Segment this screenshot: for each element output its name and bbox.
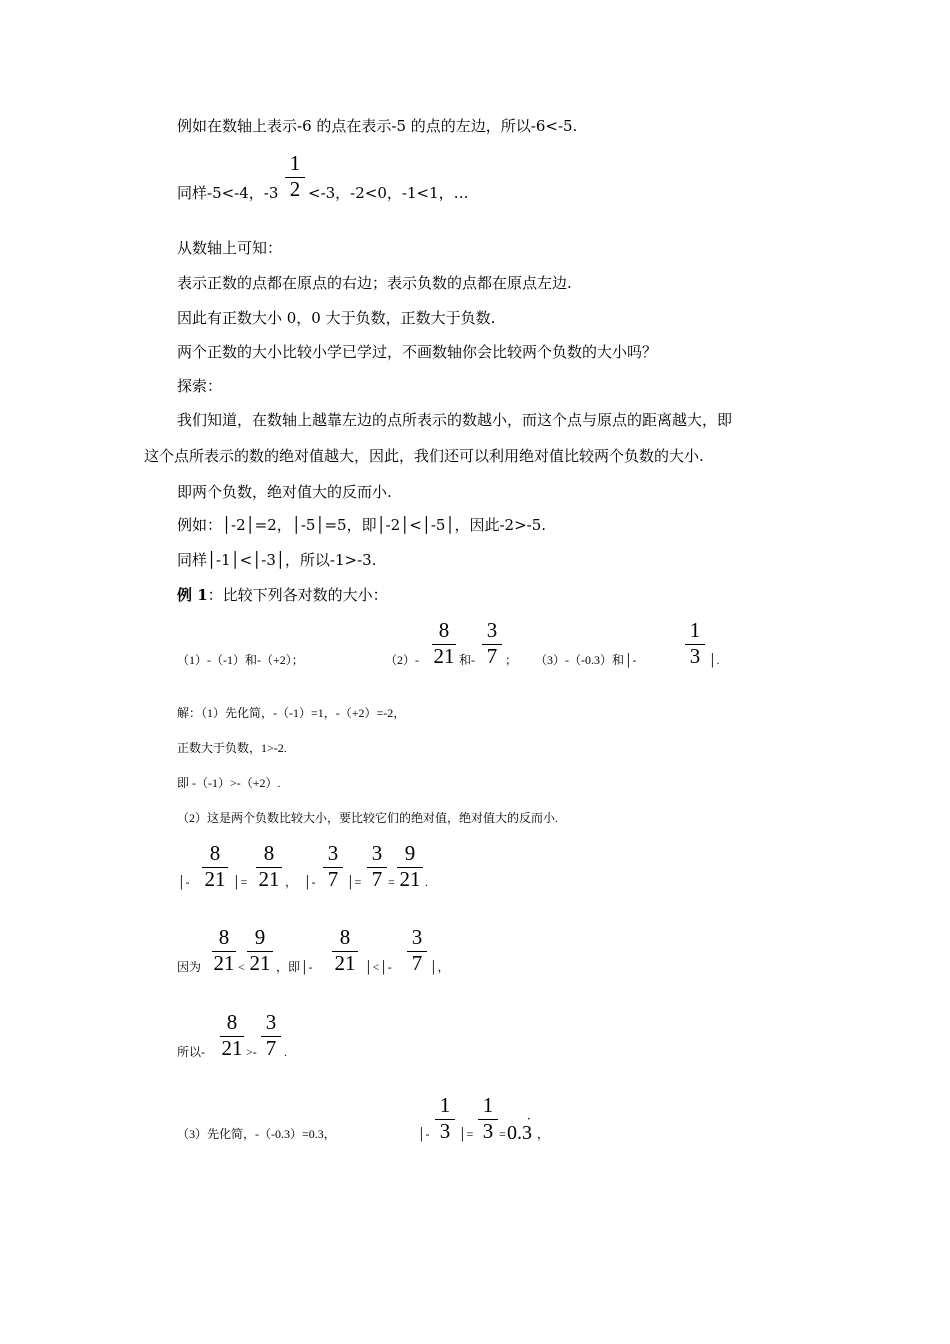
solution-line-3: 即 -（-1）>-（+2）. <box>177 776 281 790</box>
fraction-one-half: 1 2 <box>283 153 307 201</box>
fraction-3-7-namely: 3 7 <box>405 927 429 975</box>
paragraph-2-start: 同样-5<-4，-3 <box>177 184 279 202</box>
repeating-decimal: 0.3 <box>507 1122 532 1144</box>
part3-equals: = <box>499 1127 506 1141</box>
paragraph-3: 从数轴上可知： <box>177 239 283 257</box>
fraction-3-7-value: 3 7 <box>365 843 389 891</box>
part3-abs-close: │= <box>458 1127 474 1141</box>
equals-1: = <box>388 875 395 889</box>
fraction-8-21-namely: 8 21 <box>330 927 360 975</box>
example-1-q1: （1）-（-1）和-（+2）； <box>177 653 304 667</box>
abs-close-1: │= <box>232 875 248 889</box>
paragraph-7: 探索： <box>177 377 223 395</box>
example-1-q3-prefix: （3）-（-0.3）和│- <box>535 653 637 667</box>
solution-line-4: （2）这是两个负数比较大小，要比较它们的绝对值，绝对值大的反而小. <box>177 811 559 825</box>
abs-open-1: │- <box>177 875 190 889</box>
period-2: . <box>284 1045 287 1059</box>
namely-end: │， <box>429 960 450 974</box>
fraction-9-21-value: 9 21 <box>395 843 425 891</box>
paragraph-10: 例如：│-2│=2，│-5│=5，即│-2│<│-5│，因此-2>-5. <box>177 516 547 534</box>
part3-abs-open: │- <box>417 1127 430 1141</box>
fraction-9-21-because: 9 21 <box>245 927 275 975</box>
fraction-8-21-because: 8 21 <box>213 925 235 975</box>
paragraph-1: 例如在数轴上表示-6 的点在表示-5 的点的左边，所以-6<-5. <box>177 117 578 135</box>
paragraph-6: 两个正数的大小比较小学已学过，不画数轴你会比较两个负数的大小吗？ <box>177 343 658 361</box>
period-1: . <box>425 875 428 889</box>
paragraph-4: 表示正数的点都在原点的右边；表示负数的点都在原点左边. <box>177 274 572 292</box>
paragraph-5: 因此有正数大小 0，0 大于负数，正数大于负数. <box>177 309 496 327</box>
namely-part: ，即│- <box>276 960 313 974</box>
because-prefix: 因为 <box>177 960 202 974</box>
fraction-3-7-abs: 3 7 <box>321 843 345 891</box>
fraction-1-3-value: 1 3 <box>476 1095 500 1143</box>
comma-1: ， <box>285 875 298 889</box>
paragraph-11: 同样│-1│<│-3│，所以-1>-3. <box>177 551 377 569</box>
paragraph-8-line1: 我们知道，在数轴上越靠左边的点所表示的数越小，而这个点与原点的距离越大，即 <box>177 411 733 429</box>
example-1-q2-and: 和- <box>459 653 475 667</box>
example-1-q3-end: │. <box>708 653 720 667</box>
paragraph-8-line2: 这个点所表示的数的绝对值越大，因此，我们还可以利用绝对值比较两个负数的大小. <box>144 447 704 465</box>
abs-close-2: │= <box>346 875 362 889</box>
fraction-8-21-q2: 8 21 <box>433 618 455 668</box>
fraction-8-21-value: 8 21 <box>254 843 284 891</box>
paragraph-9: 即两个负数，绝对值大的反而小. <box>177 483 392 501</box>
less-than-1: < <box>238 960 245 974</box>
fraction-1-3-abs: 1 3 <box>433 1095 457 1143</box>
part3-prefix: （3）先化简，-（-0.3）=0.3， <box>177 1127 336 1141</box>
abs-open-2: │- <box>303 875 316 889</box>
fraction-3-7-therefore: 3 7 <box>259 1012 283 1060</box>
example-1-text: ：比较下列各对数的大小： <box>207 586 388 604</box>
solution-line-2: 正数大于负数，1>-2. <box>177 741 287 755</box>
part3-comma: ， <box>537 1127 550 1141</box>
namely-compare: │<│- <box>364 960 392 974</box>
therefore-prefix: 所以- <box>177 1045 205 1059</box>
example-1-heading <box>177 588 388 603</box>
example-1-q2-end: ； <box>505 653 518 667</box>
paragraph-2-end: <-3，-2<0，-1<1，… <box>308 184 469 202</box>
fraction-1-3-q3: 1 3 <box>683 620 707 668</box>
fraction-3-7-q2: 3 7 <box>480 620 504 668</box>
example-1-label: 例 1 <box>177 586 208 604</box>
fraction-8-21-abs: 8 21 <box>200 843 230 891</box>
solution-line-1: 解：（1）先化简，-（-1）=1，-（+2）=-2， <box>177 706 406 720</box>
repeating-dot: · <box>527 1112 531 1126</box>
greater-than: >- <box>246 1045 257 1059</box>
fraction-8-21-therefore: 8 21 <box>221 1010 243 1060</box>
example-1-q2-prefix: （2）- <box>385 653 419 667</box>
